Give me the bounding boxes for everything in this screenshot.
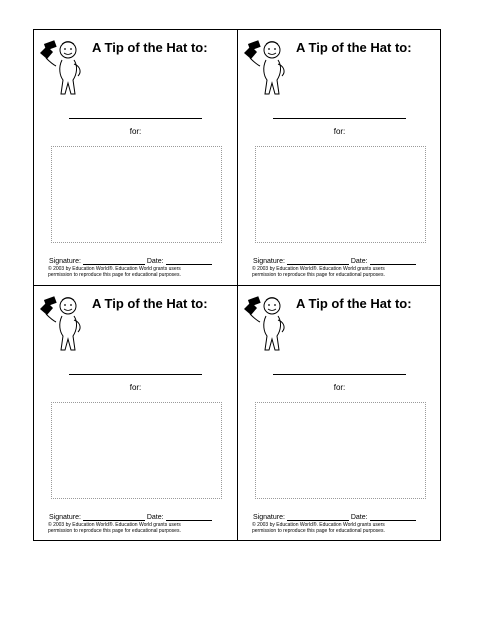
copyright-notice bbox=[48, 267, 233, 278]
date-line bbox=[370, 513, 416, 521]
certificate-sheet bbox=[33, 29, 441, 541]
copyright-notice bbox=[252, 523, 437, 534]
signature-label: Signature: bbox=[253, 258, 285, 265]
copyright-line: © 2003 by Education World®. Education World grants users bbox=[48, 522, 181, 528]
hat-tipping-figure-icon bbox=[38, 292, 90, 354]
signature-line bbox=[287, 257, 349, 265]
signature-label: Signature: bbox=[49, 258, 81, 265]
signature-row bbox=[49, 257, 212, 265]
recipient-name-line bbox=[69, 374, 202, 375]
copyright-line: permission to reproduce this page for educational purposes. bbox=[48, 527, 181, 534]
hat-tipping-figure-icon bbox=[38, 36, 90, 98]
date-label: Date: bbox=[350, 514, 368, 521]
copyright-line: permission to reproduce this page for educational purposes. bbox=[252, 527, 385, 534]
certificate-card bbox=[34, 30, 237, 285]
card-title: A Tip of the Hat to: bbox=[296, 296, 412, 311]
reason-box bbox=[255, 146, 426, 243]
date-label: Date: bbox=[146, 514, 164, 521]
reason-box bbox=[255, 402, 426, 499]
recipient-name-line bbox=[273, 118, 406, 119]
hat-tipping-figure-icon bbox=[242, 36, 294, 98]
signature-label: Signature: bbox=[49, 514, 81, 521]
signature-row bbox=[253, 513, 416, 521]
copyright-line: © 2003 by Education World®. Education World grants users bbox=[252, 522, 385, 528]
card-title: A Tip of the Hat to: bbox=[92, 40, 208, 55]
hat-tipping-figure-icon bbox=[242, 292, 294, 354]
date-line bbox=[166, 513, 212, 521]
date-label: Date: bbox=[350, 258, 368, 265]
card-title: A Tip of the Hat to: bbox=[296, 40, 412, 55]
signature-row bbox=[253, 257, 416, 265]
signature-row bbox=[49, 513, 212, 521]
reason-box bbox=[51, 402, 222, 499]
for-label: for: bbox=[333, 127, 346, 136]
copyright-line: permission to reproduce this page for educational purposes. bbox=[48, 271, 181, 278]
signature-line bbox=[287, 513, 349, 521]
copyright-line: permission to reproduce this page for educational purposes. bbox=[252, 271, 385, 278]
date-line bbox=[370, 257, 416, 265]
copyright-line: © 2003 by Education World®. Education World grants users bbox=[252, 266, 385, 272]
signature-label: Signature: bbox=[253, 514, 285, 521]
copyright-line: © 2003 by Education World®. Education World grants users bbox=[48, 266, 181, 272]
reason-box bbox=[51, 146, 222, 243]
signature-line bbox=[83, 257, 145, 265]
copyright-notice bbox=[48, 523, 233, 534]
for-label: for: bbox=[129, 127, 142, 136]
card-title: A Tip of the Hat to: bbox=[92, 296, 208, 311]
for-label: for: bbox=[129, 383, 142, 392]
certificate-card bbox=[238, 30, 441, 285]
certificate-card bbox=[238, 286, 441, 541]
signature-line bbox=[83, 513, 145, 521]
copyright-notice bbox=[252, 267, 437, 278]
certificate-card bbox=[34, 286, 237, 541]
recipient-name-line bbox=[273, 374, 406, 375]
date-label: Date: bbox=[146, 258, 164, 265]
recipient-name-line bbox=[69, 118, 202, 119]
for-label: for: bbox=[333, 383, 346, 392]
date-line bbox=[166, 257, 212, 265]
